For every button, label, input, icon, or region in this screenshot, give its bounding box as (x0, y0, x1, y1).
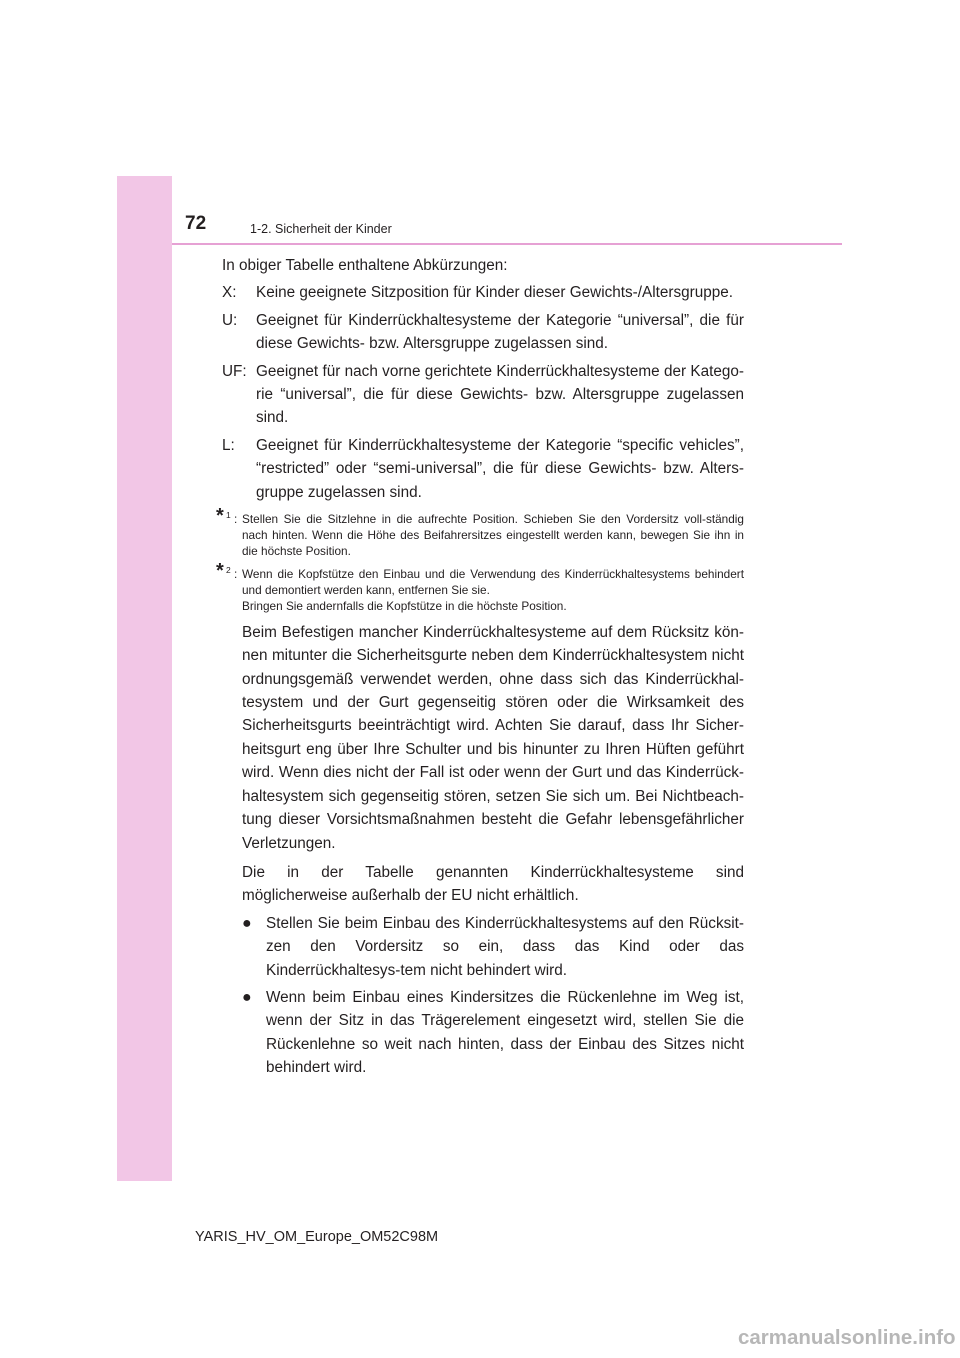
abbreviation-item (222, 281, 744, 304)
abbreviation-key: L: (222, 436, 235, 454)
abbreviation-key: UF: (222, 362, 247, 380)
abbreviation-text: Geeignet für Kinderrückhaltesysteme der Kategorie “specific vehicles”, “restricted” oder “semi-universal”, die für diese Gewichts- bzw. Alters-gruppe zugelassen sind. (256, 436, 744, 501)
page-content (216, 254, 744, 1084)
abbreviation-text: Keine geeignete Sitzposition für Kinder dieser Gewichts-/Altersgruppe. (256, 284, 734, 302)
side-color-band (117, 176, 172, 1181)
bullet-text: Stellen Sie beim Einbau des Kinderrückhaltesystems auf den Rücksit-zen den Vordersitz so ein, dass das Kind oder das Kinderrückhaltesys-tem nicht behindert wird. (266, 914, 744, 979)
footnote-index: 2 (226, 565, 231, 576)
abbreviation-text: Geeignet für Kinderrückhaltesysteme der Kategorie “universal”, die für diese Gewichts- bzw. Altersgruppe zugelassen sind. (256, 311, 744, 353)
footnote-text-line2: Bringen Sie andernfalls die Kopfstütze in die höchste Position. (242, 599, 567, 614)
abbreviation-key: U: (222, 311, 238, 329)
bullet-dot-icon: ● (242, 914, 252, 932)
footnote-colon: : (234, 512, 238, 527)
footnote-text: Wenn die Kopfstütze den Einbau und die Verwendung des Kinderrückhaltesystems behindert und demontiert werden kann, entfernen Sie sie. (242, 567, 744, 598)
footnote-2 (216, 560, 744, 614)
bullet-dot-icon: ● (242, 988, 252, 1006)
body-paragraph: Beim Befestigen mancher Kinderrückhaltesysteme auf dem Rücksitz kön-nen mitunter die Sicherheitsgurte neben dem Kinderrückhaltesystem nicht ordnungsgemäß verwendet werden, ohne dass sich das Kinderrückhal-tesystem und der Gurt gegenseitig stören oder die Wirksamkeit des Sicherheitsgurts beeinträchtigt wird. Achten Sie darauf, dass Ihr Sicher-heitsgurt eng über Ihre Schulter und bis hinunter zu Ihren Hüften geführt wird. Wenn dies nicht der Fall ist oder wenn der Gurt und das Kinderrück-haltesystem sich gegenseitig stören, setzen Sie sich um. Bei Nichtbeach-tung dieser Vorsichtsmaßnahmen besteht die Gefahr lebensgefährlicher Verletzungen. (242, 623, 744, 852)
abbreviation-text: Geeignet für nach vorne gerichtete Kinderrückhaltesysteme der Katego-rie “universal”, die für diese Gewichts- bzw. Altersgruppe zugelassen sind. (256, 362, 744, 427)
bullet-item (222, 986, 744, 1080)
abbreviation-item (222, 309, 744, 356)
abbreviation-key: X: (222, 284, 237, 302)
bullet-item (222, 912, 744, 982)
abbreviation-item (222, 434, 744, 504)
footnote-colon: : (234, 567, 238, 582)
footnote-text: Stellen Sie die Sitzlehne in die aufrechte Position. Schieben Sie den Vordersitz voll-ständig nach hinten. Wenn die Höhe des Beifahrersitzes eingestellt werden kann, bewegen Sie ihn in die höchste Position. (242, 512, 744, 558)
footnote-1 (216, 505, 744, 559)
bullet-text: Wenn beim Einbau eines Kindersitzes die Rückenlehne im Weg ist, wenn der Sitz in das Trägerelement eingesetzt wird, stellen Sie die Rückenlehne so weit nach hinten, dass der Einbau des Sitzes nicht behindert wird. (266, 988, 744, 1077)
section-title: 1-2. Sicherheit der Kinder (250, 222, 392, 236)
watermark: carmanualsonline.info (738, 1326, 956, 1349)
abbreviation-item (222, 360, 744, 430)
footnote-star: * (216, 505, 224, 528)
abbreviations-intro: In obiger Tabelle enthaltene Abkürzungen: (222, 257, 508, 274)
footnote-star: * (216, 560, 224, 583)
footnote-index: 1 (226, 510, 231, 521)
header-rule (172, 243, 842, 245)
document-footer-id: YARIS_HV_OM_Europe_OM52C98M (195, 1229, 439, 1245)
page-number: 72 (185, 213, 207, 234)
body-paragraph: Die in der Tabelle genannten Kinderrückhaltesysteme sind möglicherweise außerhalb der EU nicht erhältlich. (242, 863, 744, 905)
